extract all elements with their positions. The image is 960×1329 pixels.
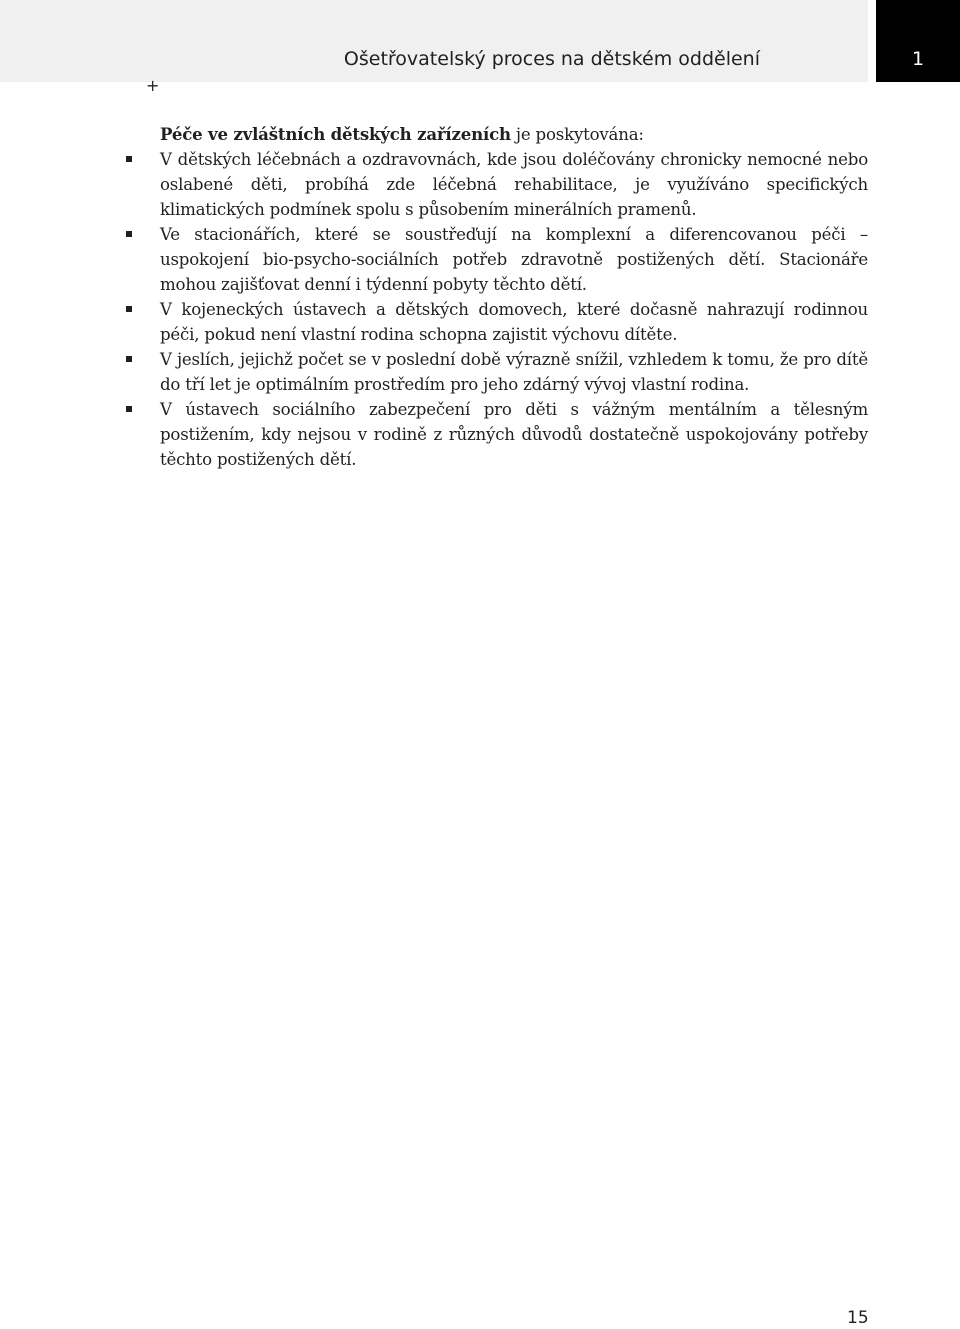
running-header [0,0,868,82]
chapter-number-tab [876,0,960,82]
intro-paragraph [160,122,868,147]
list-item: V ústavech sociálního zabezpečení pro děti s vážným mentálním a tělesným postižením, kdy nejsou v rodině z různých důvodů dostatečně uspokojovány potřeby těchto postižených dětí. [160,397,868,472]
crop-mark: + [146,76,160,95]
intro-rest: je poskytována: [510,125,644,144]
list-item: V kojeneckých ústavech a dětských domovech, které dočasně nahrazují rodinnou péči, pokud není vlastní rodina schopna zajistit výchovu dítěte. [160,297,868,347]
list-item: Ve stacionářích, které se soustřeďují na komplexní a diferencovanou péči – uspokojení bio-psycho-sociálních potřeb zdravotně postižených dětí. Stacionáře mohou zajišťovat denní i týdenní pobyty těchto dětí. [160,222,868,297]
intro-term: Péče ve zvláštních dětských zařízeních [160,124,511,144]
facility-list [160,147,868,472]
list-item: V dětských léčebnách a ozdravovnách, kde jsou doléčovány chronicky nemocné nebo oslabené děti, probíhá zde léčebná rehabilitace, je využíváno specifických klimatických podmínek spolu s působením minerálních pramenů. [160,147,868,222]
body-text [160,122,868,472]
list-item: V jeslích, jejichž počet se v poslední době výrazně snížil, vzhledem k tomu, že pro dítě do tří let je optimálním prostředím pro jeho zdárný vývoj vlastní rodina. [160,347,868,397]
page-number: 15 [847,1308,869,1328]
chapter-number: 1 [911,48,925,70]
chapter-title: Ošetřovatelský proces na dětském oddělení [343,48,760,70]
